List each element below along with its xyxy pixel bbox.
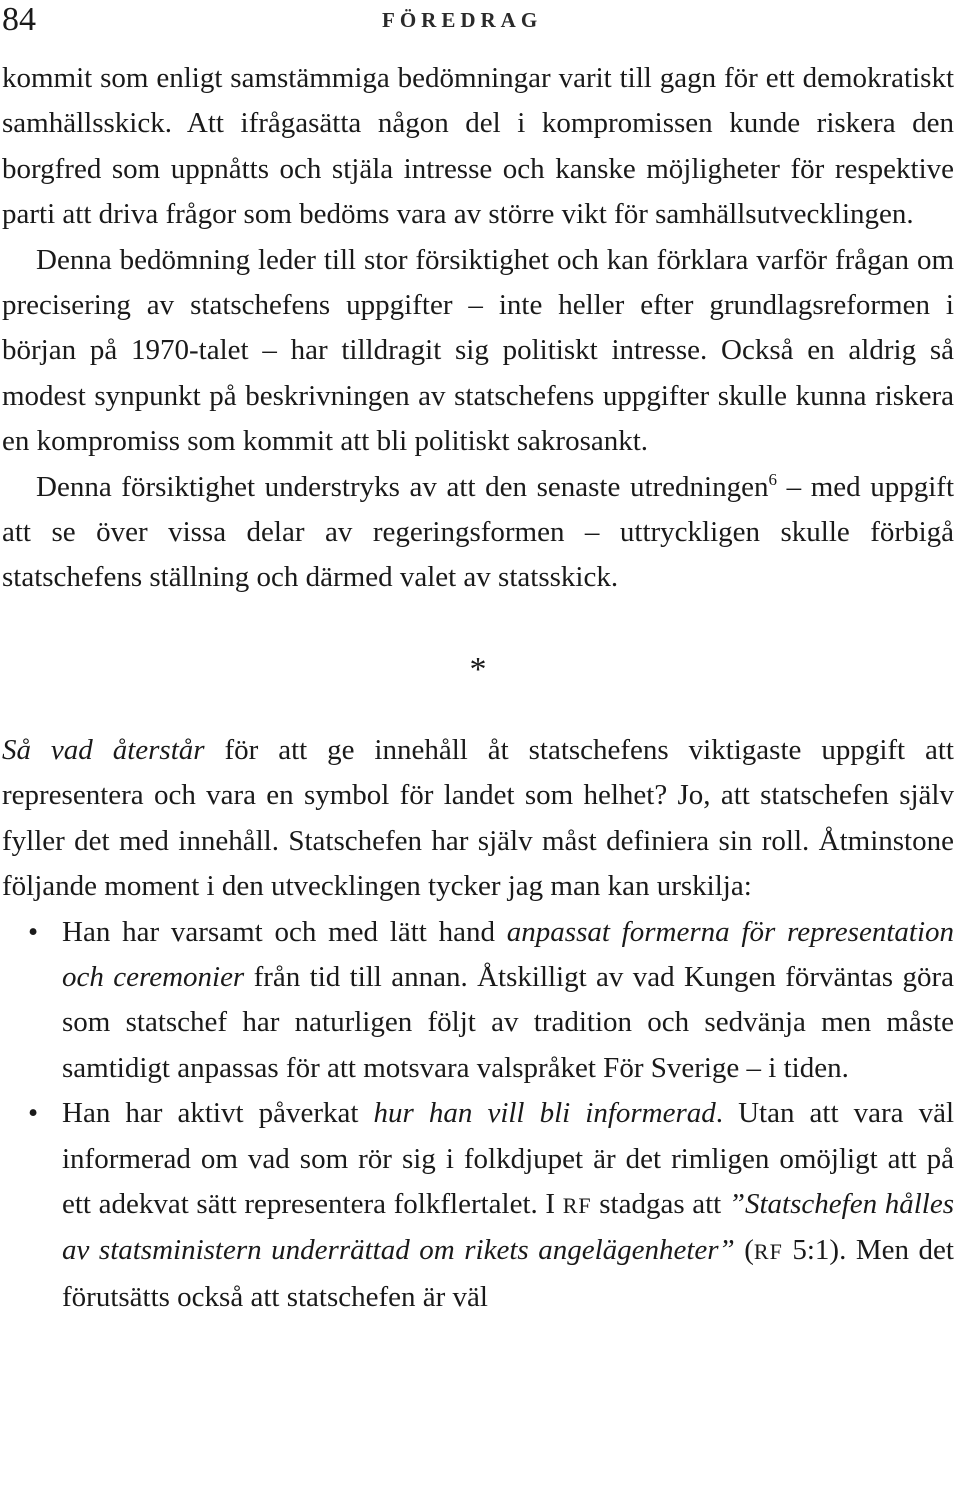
paragraph-text: – med uppgift att se över vissa delar av regeringsformen – uttryckligen skulle förbigå statschefens ställning och därmed valet av statsskick. (2, 470, 955, 594)
section-separator: * (469, 650, 487, 688)
quotation: ”Statschefen hålles av statsministern underrättad om rikets angelägenheter” (62, 1187, 954, 1267)
paragraph-continued (2, 56, 954, 238)
paragraph (2, 465, 954, 601)
list-item-text: 5:1). Men det förutsätts också att statschefen är väl (62, 1234, 954, 1313)
running-head: FÖREDRAG (382, 8, 543, 32)
list-item (2, 910, 954, 1092)
footnote-reference[interactable]: 6 (768, 469, 777, 489)
paragraph (2, 238, 954, 465)
bullet-marker: • (28, 1097, 39, 1130)
list-item-text: Han har varsamt och med lätt hand (62, 915, 507, 948)
list-item-text: från tid till annan. Åtskilligt av vad Kungen förväntas göra som statschef har naturligen följt av tradition och sedvänja men måste samtidigt anpassas för att motsvara valspråket För Sverige – i tiden. (62, 960, 954, 1084)
bullet-list (2, 910, 954, 1321)
paragraph-text: för att ge innehåll åt statschefens viktigaste uppgift att representera och vara en symbol för landet som helhet? Jo, att statschefen själv fyller det med innehåll. Statschefen har själv måst definiera sin roll. Åtminstone följande moment i den utvecklingen tycker jag man kan urskilja: (2, 733, 954, 903)
list-item-text: stadgas att (591, 1187, 729, 1220)
list-item-text: . Utan att vara väl informerad om vad som rör sig i folkdjupet är det rimligen omöjligt att på ett adekvat sätt representera folkflertalet. I (62, 1097, 954, 1220)
emphasis-text: anpassat formerna för representation och ceremonier (62, 915, 955, 993)
list-item (2, 1091, 954, 1320)
page-header (0, 0, 960, 40)
paragraph (2, 728, 954, 910)
bullet-marker: • (28, 915, 39, 948)
list-item-text: ( (734, 1234, 754, 1267)
paragraph-text: Denna bedömning leder till stor försiktighet och kan förklara varför frågan om precisering av statschefens uppgifter – inte heller efter grundlagsreformen i början på 1970-talet – har tilldragit sig politiskt intresse. Också en aldrig så modest synpunkt på beskrivningen av statschefens uppgifter skulle kunna riskera en kompromiss som kommit att bli politiskt sakrosankt. (2, 243, 954, 458)
abbreviation: RF (562, 1192, 592, 1218)
body-text (2, 56, 954, 1320)
abbreviation: RF (753, 1239, 783, 1265)
paragraph-text: Denna försiktighet understryks av att den senaste utredningen (36, 470, 769, 503)
list-item-text: Han har aktivt påverkat (62, 1097, 374, 1130)
emphasis-text: hur han vill bli informerad (373, 1097, 716, 1130)
emphasis-text: Så vad återstår (2, 733, 205, 766)
paragraph-text: kommit som enligt samstämmiga bedömningar varit till gagn för ett demokratiskt samhällsskick. Att ifrågasätta någon del i kompromissen kunde riskera den borgfred som uppnåtts och stjäla intresse och kanske möjligheter för respektive parti att driva frågor som bedöms vara av större vikt för samhällsutvecklingen. (2, 62, 954, 231)
page-number: 84 (2, 1, 36, 38)
